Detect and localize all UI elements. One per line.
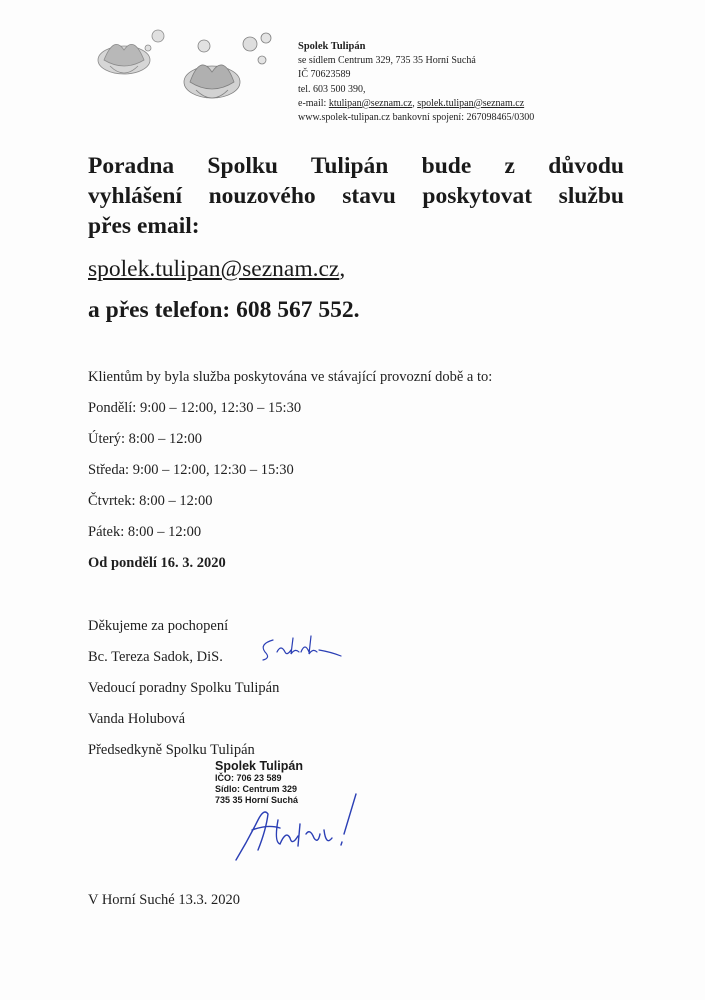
letterhead bbox=[298, 40, 534, 125]
announcement-heading bbox=[88, 151, 624, 241]
signature-sadok bbox=[255, 630, 345, 670]
email-separator: , bbox=[412, 97, 418, 109]
announcement-line-2: vyhlášení nouzového stavu poskytovat službu bbox=[88, 183, 624, 209]
announcement-line-3: přes email: bbox=[88, 213, 200, 239]
stamp-ico: IČO: 706 23 589 bbox=[215, 773, 282, 783]
stamp-city: 735 35 Horní Suchá bbox=[215, 795, 299, 805]
announcement-email bbox=[88, 256, 345, 283]
org-phone: tel. 603 500 390, bbox=[298, 83, 366, 95]
stamp-name: Spolek Tulipán bbox=[215, 759, 303, 773]
schedule-day-wednesday: Středa: 9:00 – 12:00, 12:30 – 15:30 bbox=[88, 462, 294, 478]
schedule-intro: Klientům by byla služba poskytována ve stávající provozní době a to: bbox=[88, 369, 493, 385]
org-web-bank: www.spolek-tulipan.cz bankovní spojení: 267098465/0300 bbox=[298, 112, 535, 124]
signatory-2-name: Vanda Holubová bbox=[88, 711, 186, 727]
place-and-date: V Horní Suché 13.3. 2020 bbox=[88, 892, 240, 908]
signatory-1-name: Bc. Tereza Sadok, DiS. bbox=[88, 649, 223, 665]
announcement-line-1: Poradna Spolku Tulipán bude z důvodu bbox=[88, 153, 624, 179]
stamp-seat: Sídlo: Centrum 329 bbox=[215, 784, 298, 794]
org-ico: IČ 70623589 bbox=[298, 69, 351, 81]
schedule-day-tuesday: Úterý: 8:00 – 12:00 bbox=[88, 431, 202, 447]
email-link-1[interactable]: ktulipan@seznam.cz bbox=[328, 97, 413, 109]
schedule-day-friday: Pátek: 8:00 – 12:00 bbox=[88, 524, 202, 540]
tulip-logo-left bbox=[98, 30, 164, 74]
tulip-logo-icons bbox=[84, 20, 284, 120]
signature-holubova bbox=[228, 790, 378, 870]
schedule-start-date: Od pondělí 16. 3. 2020 bbox=[88, 555, 226, 571]
schedule-day-thursday: Čtvrtek: 8:00 – 12:00 bbox=[88, 493, 213, 509]
email-label: e-mail: bbox=[298, 97, 329, 109]
announcement-email-link[interactable]: spolek.tulipan@seznam.cz bbox=[88, 256, 340, 282]
org-emails bbox=[298, 97, 534, 111]
closing-thanks: Děkujeme za pochopení bbox=[88, 618, 229, 634]
signatory-2-role: Předsedkyně Spolku Tulipán bbox=[88, 742, 255, 758]
announcement-email-suffix: , bbox=[339, 256, 346, 282]
org-address: se sídlem Centrum 329, 735 35 Horní Suchá bbox=[298, 55, 476, 67]
org-name: Spolek Tulipán bbox=[298, 41, 366, 52]
signatory-1-role: Vedoucí poradny Spolku Tulipán bbox=[88, 680, 280, 696]
email-link-2[interactable]: spolek.tulipan@seznam.cz bbox=[417, 97, 525, 109]
announcement-phone: a přes telefon: 608 567 552. bbox=[88, 297, 360, 323]
schedule-day-monday: Pondělí: 9:00 – 12:00, 12:30 – 15:30 bbox=[88, 400, 302, 416]
tulip-logo-right bbox=[184, 33, 271, 98]
